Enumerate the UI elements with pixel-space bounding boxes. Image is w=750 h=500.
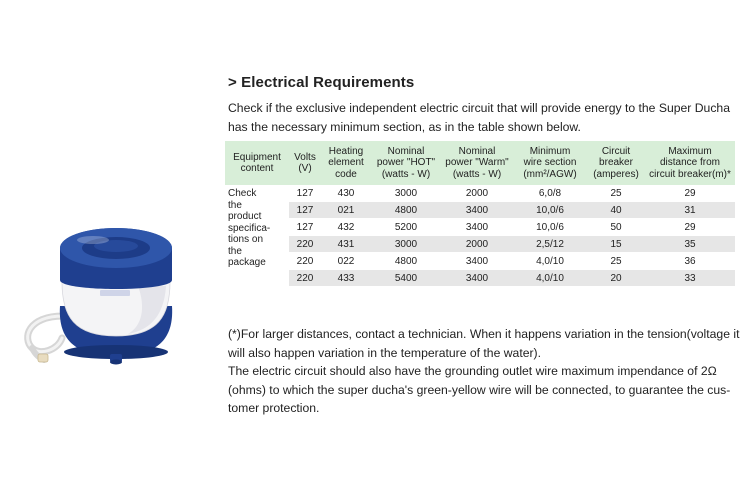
cell-volts: 127 — [289, 202, 321, 219]
cell-volts: 127 — [289, 219, 321, 236]
cell-breaker: 25 — [587, 253, 645, 270]
cell-max-distance: 33 — [645, 270, 735, 287]
cell-max-distance: 31 — [645, 202, 735, 219]
cell-max-distance: 35 — [645, 236, 735, 253]
table-row — [225, 270, 735, 287]
header-equipment-content: Equipment content — [225, 141, 289, 185]
cell-volts: 220 — [289, 270, 321, 287]
header-nominal-power-hot: Nominal power "HOT" (watts - W) — [371, 141, 441, 185]
cell-power-hot: 3000 — [371, 185, 441, 202]
cell-max-distance: 36 — [645, 253, 735, 270]
cell-code: 022 — [321, 253, 371, 270]
cell-code: 432 — [321, 219, 371, 236]
cell-wire-section: 10,0/6 — [513, 219, 587, 236]
note-line: (*)For larger distances, contact a technician. When it happens variation in the tension(voltage it — [228, 327, 740, 341]
cell-breaker: 50 — [587, 219, 645, 236]
header-volts: Volts (V) — [289, 141, 321, 185]
note-line: will also happen variation in the temperature of the water). — [228, 345, 541, 360]
cell-code: 430 — [321, 185, 371, 202]
cell-wire-section: 10,0/6 — [513, 202, 587, 219]
cell-wire-section: 2,5/12 — [513, 236, 587, 253]
cell-power-warm: 3400 — [441, 270, 513, 287]
cell-code: 431 — [321, 236, 371, 253]
table-row — [225, 202, 735, 219]
section-heading: > Electrical Requirements — [228, 74, 415, 91]
cell-max-distance: 29 — [645, 185, 735, 202]
intro-paragraph — [228, 99, 743, 137]
cell-wire-section: 4,0/10 — [513, 253, 587, 270]
cell-volts: 220 — [289, 236, 321, 253]
equipment-note: Check the product specifica- tions on the package — [225, 185, 289, 287]
cell-wire-section: 4,0/10 — [513, 270, 587, 287]
intro-line-2: has the necessary minimum section, as in the table shown below. — [228, 120, 581, 134]
note-line: (ohms) to which the super ducha's green-yellow wire will be connected, to guarantee the cus- — [228, 382, 731, 397]
table-row — [225, 219, 735, 236]
intro-line-1: Check if the exclusive independent electric circuit that will provide energy to the Super Ducha — [228, 101, 730, 115]
header-circuit-breaker: Circuit breaker (amperes) — [587, 141, 645, 185]
cell-breaker: 25 — [587, 185, 645, 202]
electrical-requirements-table — [225, 141, 735, 287]
table-row — [225, 236, 735, 253]
cell-power-warm: 3400 — [441, 202, 513, 219]
cell-power-warm: 3400 — [441, 253, 513, 270]
note-line: tomer protection. — [228, 401, 320, 415]
notes-section — [228, 325, 743, 418]
cell-power-hot: 5200 — [371, 219, 441, 236]
cell-volts: 127 — [289, 185, 321, 202]
cell-wire-section: 6,0/8 — [513, 185, 587, 202]
cell-code: 021 — [321, 202, 371, 219]
header-heating-element-code: Heating element code — [321, 141, 371, 185]
cell-code: 433 — [321, 270, 371, 287]
cell-power-hot: 5400 — [371, 270, 441, 287]
cell-power-hot: 4800 — [371, 253, 441, 270]
header-minimum-wire-section: Minimum wire section (mm²/AGW) — [513, 141, 587, 185]
cell-max-distance: 29 — [645, 219, 735, 236]
cell-breaker: 15 — [587, 236, 645, 253]
cell-volts: 220 — [289, 253, 321, 270]
header-maximum-distance: Maximum distance from circuit breaker(m)* — [645, 141, 735, 185]
cell-power-hot: 4800 — [371, 202, 441, 219]
cell-power-warm: 2000 — [441, 236, 513, 253]
table-header-row — [225, 141, 735, 185]
header-nominal-power-warm: Nominal power "Warm" (watts - W) — [441, 141, 513, 185]
table-row — [225, 253, 735, 270]
note-line: The electric circuit should also have the grounding outlet wire maximum impendance of 2Ω — [228, 364, 717, 378]
cell-breaker: 20 — [587, 270, 645, 287]
table-row — [225, 185, 735, 202]
cell-power-hot: 3000 — [371, 236, 441, 253]
cell-breaker: 40 — [587, 202, 645, 219]
electric-shower-image — [18, 218, 188, 378]
cell-power-warm: 3400 — [441, 219, 513, 236]
cell-power-warm: 2000 — [441, 185, 513, 202]
